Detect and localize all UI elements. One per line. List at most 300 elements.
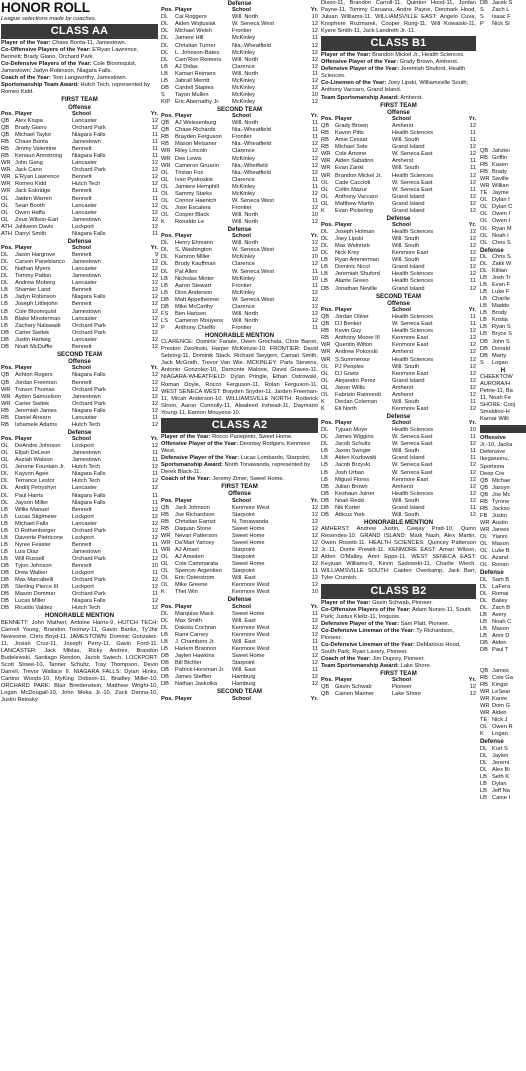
cell-pos: WR <box>161 547 171 554</box>
cell-school: Sweet Home <box>232 525 265 532</box>
table-row <box>161 625 318 632</box>
table-row <box>1 231 158 238</box>
cell-pos: DL <box>1 492 9 499</box>
a2-first-offense <box>161 505 318 597</box>
cell-pos: WR <box>1 188 11 195</box>
table-row <box>480 148 526 155</box>
cell-yr: 10 <box>311 254 318 261</box>
cell-yr: 11 <box>312 134 318 141</box>
cell-yr: 12 <box>151 407 158 414</box>
table-row <box>480 261 526 268</box>
cell-school: Orchard Park <box>72 527 106 534</box>
cell-pos: ATH <box>1 230 12 237</box>
cell-school: Bennett <box>72 506 92 513</box>
cell-pos: DB <box>161 296 169 303</box>
cell-yr: 12 <box>469 497 476 504</box>
cell-pos: DL <box>480 604 488 611</box>
cell-yr: 11 <box>312 35 318 42</box>
cell-pos: DL <box>480 260 488 267</box>
header-yr: Yr. <box>310 695 318 702</box>
cell-player: Julian Brown <box>335 483 368 490</box>
table-row <box>1 450 158 457</box>
cell-school: Jamestown <box>72 457 101 464</box>
cell-pos: QB <box>1 379 10 386</box>
cell-school: Lockport <box>72 443 94 450</box>
cell-school: Will. North <box>232 317 259 324</box>
cell-school: Clarence <box>232 261 255 268</box>
cell-player: Jackso <box>492 505 510 512</box>
cell-player: Kamron Miller <box>175 254 211 261</box>
table-row <box>161 141 318 148</box>
offense-heading: Offense <box>387 108 410 116</box>
cell-school: Sweet Home <box>232 539 265 546</box>
table-row <box>1 493 158 500</box>
table-row <box>480 541 526 548</box>
table-row <box>161 505 318 512</box>
cell-player: Cole Arnone <box>335 151 367 158</box>
cell-player: Mason Meissner <box>175 141 217 148</box>
cell-pos: RB <box>1 407 9 414</box>
header-pos: Pos. <box>1 436 14 443</box>
cell-pos: OL <box>161 190 169 197</box>
cell-pos: DB <box>1 591 9 598</box>
cell-school: Niagara Falls <box>72 153 106 160</box>
cell-yr: 12 <box>151 266 158 273</box>
cell-school: Will. South <box>392 448 420 455</box>
c4-c-fragments <box>480 442 526 477</box>
cell-player: Declan Coleman <box>335 398 378 405</box>
cell-school: Will. North <box>232 120 259 127</box>
honorable-mention-text: BENNETT: John Matheri, Antoine Harris-9, HUTCH TECH: Carnell Young, Brandon Toomey-11, Gavin Banks, Ty'Jhir Newsome, Chris Boyd-11. JAMESTOWN: Dominic Gonzalez-11, Josiah Cruz-11, Joseph Perry-11, Gavin Ford-11. LANCASTER: Jack Miklas, Ricky Andres, Brandon Budelewski, Santiago Rendon, Jacob Swiech. LOCKPORT: Scott Stowe-10, Tanner Schultz, Tray Thompson, Devin Darrell, Trevor Wallace II. NIAGARA FALLS: Dylan Hinks, Cartino Woods-10, MyKing Dobson-11, Bradley Miller-10. ORCHARD PARK: Blair Breidenstein, Matthew Wright-10, Logan McDougall-10, John Meka Jr.-10, Zack Danna-10, Justin Relosky. <box>1 619 158 704</box>
cell-pos: DL <box>161 42 169 49</box>
table-row <box>1 521 158 528</box>
cell-player: Bill Bichler <box>175 660 202 667</box>
cell-player: Jaxon Willis <box>335 384 366 391</box>
table-row <box>161 290 318 297</box>
cell-player: Jacob Brzyski <box>335 462 371 469</box>
text-line: Deep Cre <box>480 470 505 477</box>
cell-pos: WR <box>1 400 11 407</box>
cell-yr: 12 <box>311 42 318 49</box>
cell-player: Zachary Nalawadi <box>15 322 61 329</box>
cell-player: Max Weinrieb <box>335 243 370 250</box>
award-entry: Sportsmanship Award: North Tonawanda, represented by Derek Black-11. <box>161 461 311 475</box>
cell-yr: 12 <box>151 202 158 209</box>
cell-pos: LB <box>480 625 487 632</box>
cell-school: Health Sciences <box>392 356 434 363</box>
cell-player: Logan <box>492 359 508 366</box>
table-row <box>161 311 318 318</box>
cell-pos: RB <box>321 130 329 137</box>
cell-yr: 12 <box>311 169 318 176</box>
award-label: Team Sportsmanship Award: <box>321 662 399 669</box>
cell-pos: LB <box>321 257 328 264</box>
cell-yr: 12 <box>311 162 318 169</box>
table-row <box>161 148 318 155</box>
cell-yr: 12 <box>311 525 318 532</box>
cell-pos: OL <box>480 211 488 218</box>
cell-school: Frontier <box>232 134 252 141</box>
award-label: Player of the Year: <box>161 433 211 440</box>
table-row <box>321 201 476 208</box>
cell-pos: LB <box>161 289 168 296</box>
cell-player: Matt Appelheimer <box>175 296 220 303</box>
cell-player: Ronan <box>492 562 509 569</box>
cell-yr: 12 <box>151 379 158 386</box>
table-row <box>161 618 318 625</box>
table-row <box>321 385 476 392</box>
cell-school: Nia.-Wheatfield <box>232 127 271 134</box>
cell-yr: 11 <box>152 132 158 139</box>
cell-school: Bennett <box>72 146 92 153</box>
cell-school: Grand Island <box>392 144 425 151</box>
table-header <box>161 696 318 703</box>
table-row <box>161 92 318 99</box>
header-yr: Yr. <box>468 307 476 314</box>
cell-player: Da'Mari Yancey <box>175 539 215 546</box>
cell-player: Josh Tr <box>492 275 511 282</box>
cell-pos: QB <box>161 504 170 511</box>
cell-player: Saville <box>492 176 509 183</box>
cell-player <box>492 141 526 148</box>
cell-school: McKinley <box>232 84 256 91</box>
cell-player: Carter Switek <box>15 400 50 407</box>
table-row <box>161 660 318 667</box>
award-label: Co-Linemen of the Year: <box>321 80 387 87</box>
c4-offensive-label: Offensive <box>480 435 506 442</box>
table-row <box>1 422 158 429</box>
cell-pos: LB <box>161 275 168 282</box>
cell-pos: WR <box>480 526 490 533</box>
cell-school: Niagara Falls <box>72 499 106 506</box>
table-row <box>1 500 158 507</box>
header-pos: Pos. <box>1 365 14 372</box>
cell-pos: OL <box>480 724 488 731</box>
cell-player: Cole Bloomquist <box>15 308 57 315</box>
defense-heading: Defense <box>227 226 252 233</box>
cell-player: PJ Peoples <box>335 363 364 370</box>
cell-player: Joseph Holman <box>335 229 375 236</box>
table-row <box>161 575 318 582</box>
cell-pos: DL <box>161 35 169 42</box>
cell-player: Kenauri Armstrong <box>15 153 63 160</box>
table-row <box>161 57 318 64</box>
cell-player: Jacek S <box>492 0 513 6</box>
cell-player <box>492 35 526 42</box>
cell-pos: LB <box>321 469 328 476</box>
cell-school: Kenmore West <box>232 624 270 631</box>
cell-player <box>492 92 526 99</box>
cell-player: Christian Earnst <box>175 518 216 525</box>
header-school: School <box>72 110 91 117</box>
cell-player: Jeff Na <box>492 788 510 795</box>
cell-pos: QB <box>480 147 489 154</box>
cell-yr: 12 <box>469 193 476 200</box>
cell-player: Logan <box>492 731 508 738</box>
table-row <box>321 137 476 144</box>
cell-pos: QB <box>480 477 489 484</box>
table-row <box>1 401 158 408</box>
cell-player: Andrew Pokorski <box>335 349 378 356</box>
cell-pos: DL <box>480 597 488 604</box>
cell-player: E'Ryan Lawrence <box>15 174 60 181</box>
cell-yr: 12 <box>469 250 476 257</box>
table-row <box>321 427 476 434</box>
cell-school: Jamestown <box>72 450 101 457</box>
cell-yr: 12 <box>151 506 158 513</box>
table-row <box>1 224 158 231</box>
table-row <box>161 219 318 226</box>
cell-school: Clarence <box>232 148 255 155</box>
cell-pos: RB <box>480 498 488 505</box>
header-pos: Pos. <box>321 307 334 314</box>
table-row <box>1 118 158 125</box>
table-row <box>161 191 318 198</box>
cell-yr: 12 <box>311 631 318 638</box>
cell-school: Orchard Park <box>72 400 106 407</box>
cell-pos: DL <box>161 21 169 28</box>
cell-school: Will. East <box>232 617 256 624</box>
cell-player: James <box>492 668 509 675</box>
cell-yr: 11 <box>470 321 476 328</box>
table-row <box>161 156 318 163</box>
defense-heading: Defense <box>67 237 92 245</box>
table-row <box>480 127 526 134</box>
cell-pos: OL <box>321 363 329 370</box>
cell-player: Jacob Schultz <box>335 441 371 448</box>
cell-player: Dakota Cochran <box>175 624 217 631</box>
cell-yr: 12 <box>311 21 318 28</box>
cell-school: McKinley <box>232 77 256 84</box>
cell-pos: WR <box>161 148 171 155</box>
cell-player: Shamier Land <box>15 287 51 294</box>
cell-player: Josh Urban <box>335 469 365 476</box>
cell-school: Hutch Tech <box>72 181 101 188</box>
cell-player: Dominic Nicol <box>335 264 370 271</box>
header-player: Player <box>335 307 353 314</box>
cell-school: Grand Island <box>392 200 425 207</box>
table-row <box>321 151 476 158</box>
table-row <box>480 233 526 240</box>
cell-school: Will. East <box>232 575 256 582</box>
cell-pos: DL <box>321 434 329 441</box>
table-row <box>161 85 318 92</box>
cell-school: W. Seneca East <box>392 179 433 186</box>
cell-player: Chris S <box>492 239 511 246</box>
table-row <box>480 731 526 738</box>
cell-pos: LB <box>480 289 487 296</box>
cell-pos: WR <box>161 162 171 169</box>
cell-school: Kenmore East <box>392 250 429 257</box>
table-row <box>321 236 476 243</box>
cell-pos: OL <box>161 169 169 176</box>
cell-school: Health Sciences <box>392 271 434 278</box>
cell-school: McKinley <box>232 289 256 296</box>
class-b2-banner: CLASS B2 <box>321 584 476 599</box>
cell-player: Noah I <box>492 232 509 239</box>
table-row <box>161 35 318 42</box>
cell-yr: 11 <box>152 414 158 421</box>
cell-pos: OL <box>161 197 169 204</box>
cell-pos: OL <box>321 186 329 193</box>
cell-pos: OL <box>480 548 488 555</box>
cell-school: Clarence <box>232 176 255 183</box>
cell-player: Nick Sl <box>492 21 510 28</box>
table-row <box>480 760 526 767</box>
cell-yr: 12 <box>151 280 158 287</box>
cell-school: McKinley <box>232 35 256 42</box>
cell-player: Jimmy Valentine <box>15 146 57 153</box>
cell-school: Amherst <box>392 123 414 130</box>
cell-pos: WR <box>480 176 490 183</box>
table-row <box>480 703 526 710</box>
cell-player: Tyjon Johnson <box>15 562 52 569</box>
cell-yr: 12 <box>311 289 318 296</box>
cell-pos: DL <box>161 56 169 63</box>
a1-first-defense <box>161 14 318 106</box>
cell-pos: LB <box>480 324 487 331</box>
cell-school: McKinley <box>232 275 256 282</box>
cell-player: Carter Switek <box>15 329 50 336</box>
header-school: School <box>392 677 411 684</box>
table-row <box>480 527 526 534</box>
cell-player: DJ Benker <box>335 321 362 328</box>
cell-pos: DB <box>161 667 169 674</box>
column-3 <box>321 0 476 698</box>
cell-pos: OL <box>480 218 488 225</box>
cell-player: Michael Welsh <box>175 28 212 35</box>
table-row <box>161 177 318 184</box>
cell-school: Bennett <box>72 562 92 569</box>
cell-pos: LB <box>161 638 168 645</box>
cell-player: Harlem Brannon <box>175 645 217 652</box>
table-row <box>321 208 476 215</box>
cell-pos: DB <box>1 562 9 569</box>
cell-player: Jayme <box>492 190 509 197</box>
cell-pos: DB <box>161 674 169 681</box>
table-row <box>161 554 318 561</box>
cell-yr: 12 <box>311 63 318 70</box>
cell-player: Dee Lewis <box>175 155 202 162</box>
table-row <box>1 556 158 563</box>
cell-pos: RB <box>1 421 9 428</box>
table-row <box>161 64 318 71</box>
table-row <box>480 513 526 520</box>
cell-pos: DL <box>480 590 488 597</box>
cell-school: Amherst <box>392 349 414 356</box>
award-entry: Offensive Player of the Year: Grady Brown, Amherst. <box>321 59 459 66</box>
aa-second-defense <box>1 443 158 612</box>
header-pos: Pos. <box>321 222 334 229</box>
table-row <box>1 252 158 259</box>
cell-yr: 11 <box>470 165 476 172</box>
cell-player: Jamere Hill <box>175 35 204 42</box>
cell-player: Quentin Wilton <box>335 342 373 349</box>
cell-player: Dom G <box>492 703 511 710</box>
cell-pos: DB <box>1 570 9 577</box>
cell-yr: 11 <box>152 570 158 577</box>
table-row <box>480 767 526 774</box>
column-1 <box>1 0 158 704</box>
table-row <box>1 337 158 344</box>
header-yr: Yr. <box>310 497 318 504</box>
cell-yr: 12 <box>469 285 476 292</box>
header-yr: Yr. <box>310 233 318 240</box>
cell-player: Marquise Mack <box>175 610 214 617</box>
table-row <box>321 342 476 349</box>
table-row <box>1 294 158 301</box>
cell-school: Lancaster <box>72 202 97 209</box>
cell-player: Jadyn Robinson <box>15 294 56 301</box>
table-row <box>480 56 526 63</box>
table-row <box>480 774 526 781</box>
cell-player: Zakk W <box>492 260 512 267</box>
cell-school: Lancaster <box>72 315 97 322</box>
defense-heading: Defense <box>480 738 504 746</box>
cell-yr: 11 <box>312 183 318 190</box>
header-school: School <box>392 420 411 427</box>
cell-pos: OL <box>161 575 169 582</box>
cell-school: Health Sciences <box>392 490 434 497</box>
aa-first-defense <box>1 252 158 351</box>
honorable-mention-text: AMHERST: Andrew Justin, Ceejay Pratt-10, Quinn Resendes-10. GRAND ISLAND: Mark Nash, Alex Martin, Owen Rosetti-11. HEALTH SCIENCES: Quincey Patterson Jr.-11, Donte Prewitt-11. KENMORE EAST: Amari Wilson, Aiden O'Malley, Amir Epps-11. WEST SENECA EAST: Keyjuan Williams-9, Kevin Sadowski-11, Charlie Wiech. WILLIAMSVILLE SOUTH: Caiden Overkamp, Jack Barr, Tyler Crumish. <box>321 526 476 582</box>
header-yr: Yr. <box>150 245 158 252</box>
cell-player: Dion Anderson <box>175 289 213 296</box>
cell-school: Niagara Falls <box>72 372 106 379</box>
cell-school: Bennett <box>72 252 92 259</box>
table-row <box>321 505 476 512</box>
cell-yr: 10 <box>311 589 318 596</box>
cell-player: Fabrizio Raimondi <box>335 391 381 398</box>
header-school: School <box>232 695 251 702</box>
cell-player: Tommy Patton <box>15 273 52 280</box>
cell-yr: 12 <box>151 118 158 125</box>
cell-pos: DB <box>1 605 9 612</box>
c4-c-rows-3 <box>480 668 526 738</box>
award-entry: Defensive Player of the Year: Lucas Lombardo, Starpoint. <box>161 454 311 461</box>
cell-player: Aiden <box>492 710 507 717</box>
table-row <box>480 226 526 233</box>
cell-pos: QB <box>321 321 330 328</box>
cell-player: Anthony Moore III <box>335 335 380 342</box>
header-player: Player <box>15 436 33 443</box>
cell-school: Health Sciences <box>392 314 434 321</box>
cell-yr: 12 <box>469 684 476 691</box>
cell-player: Aiden Wojtusiak <box>175 21 216 28</box>
cell-yr: 11 <box>470 448 476 455</box>
cell-yr: 12 <box>311 296 318 303</box>
cell-school: Frontier <box>232 204 252 211</box>
cell-player <box>492 28 526 35</box>
table-header <box>1 245 158 252</box>
cell-yr: 12 <box>311 504 318 511</box>
award-entry: Co-Defensive Players of the Year: Cole Bloomquist, Jamestown; Jadyn Robinson, Niagara Falls. <box>1 61 137 75</box>
cell-player: Elijah DeLeon <box>15 450 51 457</box>
cell-yr: 12 <box>151 598 158 605</box>
cell-pos: DL <box>1 499 9 506</box>
cell-pos: DL <box>321 427 329 434</box>
cell-player: Kayvon Agee <box>15 471 49 478</box>
cell-pos: OL <box>321 377 329 384</box>
cell-player: Luke B <box>492 548 510 555</box>
cell-pos: OL <box>480 204 488 211</box>
offense-heading: Offense <box>68 103 91 111</box>
cell-player: Cooper Black <box>175 211 210 218</box>
cell-pos: LB <box>480 303 487 310</box>
cell-school: McKinley <box>232 98 256 105</box>
cell-player: AJ Amsden <box>175 554 204 561</box>
header-pos: Pos. <box>321 116 334 123</box>
